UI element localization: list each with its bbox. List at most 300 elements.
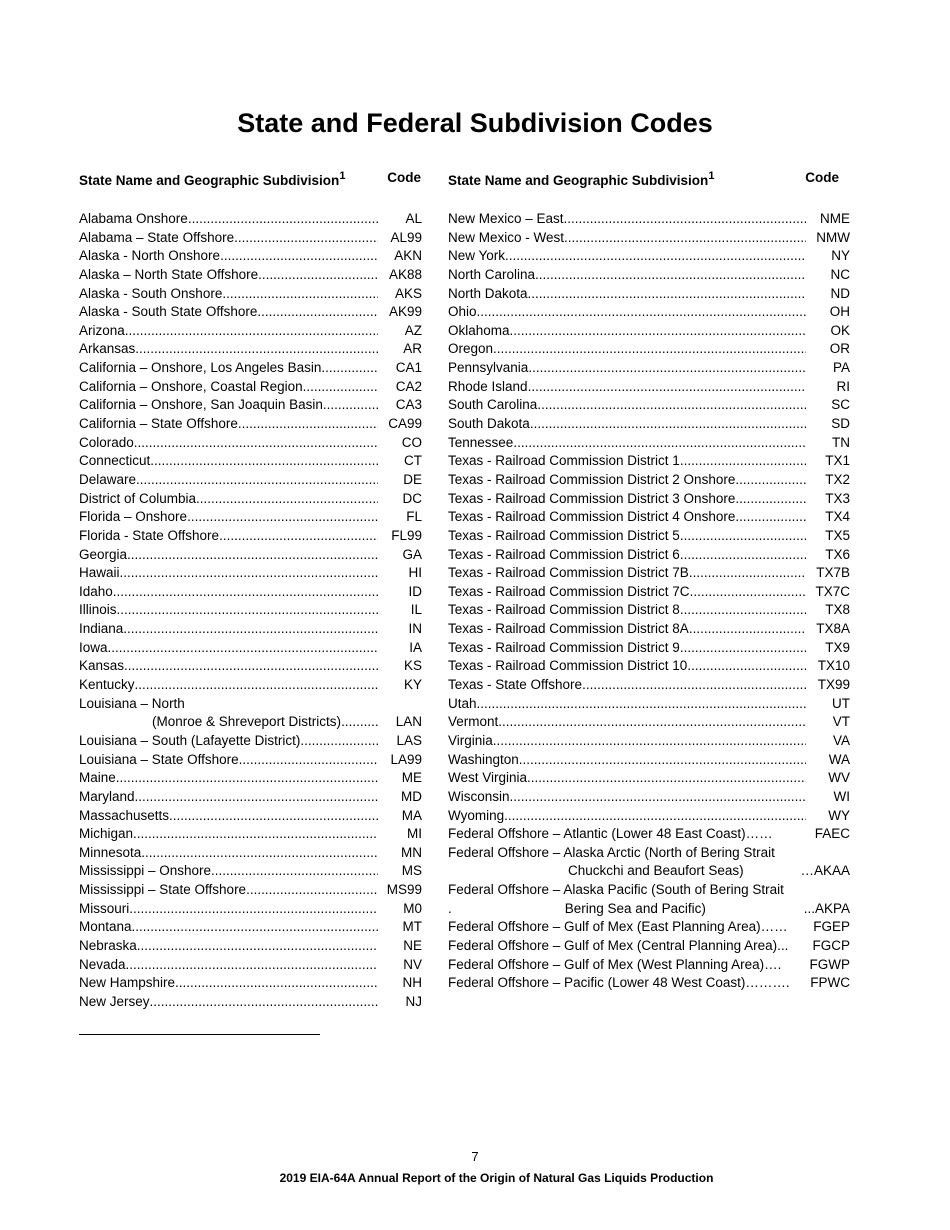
code-row (448, 751, 850, 770)
subdivision-code (382, 695, 422, 714)
footnote-rule (79, 1034, 320, 1035)
subdivision-name: Federal Offshore – Atlantic (Lower 48 East Coast)…… (448, 826, 773, 842)
subdivision-name: Hawaii (79, 565, 120, 581)
subdivision-code: CA99 (388, 416, 422, 432)
subdivision-code: FAEC (814, 826, 850, 842)
right-column-header (448, 166, 850, 188)
code-row (79, 601, 422, 620)
subdivision-name: Federal Offshore – Pacific (Lower 48 West Coast)………. (448, 975, 790, 991)
subdivision-name: District of Columbia (79, 490, 197, 506)
dot-leader (187, 508, 378, 527)
subdivision-name: Utah (448, 695, 477, 711)
dot-leader (504, 807, 806, 826)
subdivision-name: Maryland (79, 788, 135, 804)
subdivision-code: NC (830, 266, 850, 282)
code-row (79, 900, 422, 919)
subdivision-code: PA (832, 360, 850, 376)
subdivision-name: Wyoming (448, 807, 505, 823)
code-row (79, 937, 422, 956)
dot-leader (323, 396, 378, 415)
code-row (79, 229, 422, 248)
code-row (79, 378, 422, 397)
dot-leader (341, 713, 378, 732)
subdivision-name: Montana (79, 919, 132, 935)
subdivision-code: TX9 (825, 639, 850, 655)
subdivision-code: CT (404, 453, 422, 469)
subdivision-name: Kansas (79, 658, 125, 674)
code-row (448, 303, 850, 322)
code-row (448, 452, 850, 471)
subdivision-code: ID (408, 583, 422, 599)
subdivision-code (806, 844, 850, 863)
subdivision-name: Texas - Railroad Commission District 9 (448, 639, 680, 655)
subdivision-name: Georgia (79, 546, 128, 562)
dot-leader (790, 974, 806, 993)
code-row (448, 657, 850, 676)
code-row (448, 285, 850, 304)
subdivision-name: Federal Offshore – Gulf of Mex (West Planning Area)…. (448, 956, 782, 972)
dot-leader (528, 378, 806, 397)
subdivision-code: TX5 (825, 527, 850, 543)
subdivision-code: TX6 (825, 546, 850, 562)
code-row (79, 396, 422, 415)
dot-leader (735, 508, 806, 527)
code-row (79, 415, 422, 434)
dot-leader (477, 695, 806, 714)
subdivision-code: NME (820, 211, 850, 226)
subdivision-code: OR (829, 341, 850, 357)
subdivision-name: Oregon (448, 341, 494, 357)
subdivision-name: Oklahoma (448, 322, 510, 338)
subdivision-name: Louisiana – State Offshore (79, 751, 239, 767)
subdivision-code: ...AKPA (803, 900, 850, 916)
subdivision-name: Alaska – North State Offshore (79, 266, 259, 282)
dot-leader (133, 825, 378, 844)
subdivision-code: TX10 (817, 658, 850, 674)
left-column-header (79, 166, 422, 188)
subdivision-name: (Monroe & Shreveport Districts) (152, 714, 342, 730)
dot-leader (498, 713, 806, 732)
subdivision-code: NH (402, 975, 422, 991)
subdivision-code: LA99 (390, 751, 422, 767)
code-row (79, 340, 422, 359)
subdivision-name: South Carolina (448, 397, 538, 413)
code-row (448, 229, 850, 248)
code-row (79, 285, 422, 304)
code-row (79, 993, 422, 1012)
subdivision-code: AK88 (388, 266, 422, 282)
dot-leader (150, 452, 378, 471)
dot-leader (219, 527, 378, 546)
subdivision-code: AL (405, 211, 422, 226)
dot-leader (528, 359, 806, 378)
code-row (79, 862, 422, 881)
dot-leader (519, 751, 806, 770)
code-row (79, 639, 422, 658)
subdivision-name: New Mexico - West (448, 229, 565, 245)
subdivision-name: Texas - Railroad Commission District 10 (448, 658, 688, 674)
subdivision-name: Pennsylvania (448, 360, 529, 376)
subdivision-code: RI (836, 378, 850, 394)
code-row (79, 695, 422, 714)
subdivision-code: MS (401, 863, 422, 879)
subdivision-name: Federal Offshore – Gulf of Mex (East Planning Area)…… (448, 919, 788, 935)
dot-leader (258, 266, 378, 285)
subdivision-code: MN (401, 844, 422, 860)
subdivision-name: Arkansas (79, 341, 136, 357)
subdivision-name: Texas - Railroad Commission District 8A (448, 621, 689, 637)
subdivision-name: California – State Offshore (79, 416, 238, 432)
code-row (448, 639, 850, 658)
subdivision-name: Washington (448, 751, 519, 767)
subdivision-name: Wisconsin (448, 788, 510, 804)
dot-leader (129, 900, 378, 919)
dot-leader (564, 210, 806, 229)
dot-leader (513, 434, 806, 453)
subdivision-code: TX8A (816, 621, 850, 637)
dot-leader (680, 452, 806, 471)
dot-leader (239, 751, 378, 770)
dot-leader (582, 676, 806, 695)
dot-leader (687, 657, 806, 676)
dot-leader (127, 546, 378, 565)
subdivision-code: MD (401, 788, 422, 804)
report-footer: 2019 EIA-64A Annual Report of the Origin of Natural Gas Liquids Production (279, 1171, 714, 1185)
code-row (79, 956, 422, 975)
code-row (448, 695, 850, 714)
subdivision-name: Alaska - South Onshore (79, 285, 223, 301)
subdivision-name: Florida - State Offshore (79, 527, 220, 543)
subdivision-code: MS99 (386, 882, 422, 898)
dot-leader (690, 583, 806, 602)
left-column (79, 166, 422, 1012)
code-row (79, 210, 422, 229)
subdivision-name: Texas - Railroad Commission District 5 (448, 527, 680, 543)
subdivision-name: Indiana (79, 621, 124, 637)
subdivision-code: TX99 (817, 677, 850, 693)
subdivision-code: LAS (396, 732, 422, 748)
dot-leader (744, 862, 801, 881)
dot-leader (211, 862, 378, 881)
subdivision-name: Texas - Railroad Commission District 7B (448, 565, 689, 581)
subdivision-code: FGEP (813, 919, 850, 935)
subdivision-code: AKS (394, 285, 422, 301)
dot-leader (784, 881, 806, 900)
name-header-label: State Name and Geographic Subdivision (79, 173, 340, 188)
code-row (448, 359, 850, 378)
subdivision-name: California – Onshore, Coastal Region (79, 378, 303, 394)
subdivision-code: …AKAA (800, 863, 850, 879)
subdivision-name: California – Onshore, Los Angeles Basin (79, 360, 322, 376)
subdivision-name: Texas - Railroad Commission District 7C (448, 583, 690, 599)
dot-leader (132, 918, 378, 937)
subdivision-code: OH (829, 304, 850, 320)
subdivision-code: ND (830, 285, 850, 301)
dot-leader (680, 546, 806, 565)
subdivision-name: Nebraska (79, 937, 137, 953)
dot-leader (134, 434, 378, 453)
subdivision-name: Alaska - North Onshore (79, 248, 221, 264)
dot-leader (175, 974, 378, 993)
code-row (79, 322, 422, 341)
subdivision-name: New Hampshire (79, 975, 176, 991)
subdivision-code: IL (410, 602, 422, 618)
dot-leader (234, 229, 378, 248)
dot-leader (116, 769, 378, 788)
subdivision-code: FGCP (812, 937, 850, 953)
code-row (448, 340, 850, 359)
dot-leader (196, 490, 378, 509)
dot-leader (788, 918, 806, 937)
code-row (448, 471, 850, 490)
code-row (79, 788, 422, 807)
subdivision-code: NY (831, 248, 850, 264)
dot-leader (680, 639, 806, 658)
dot-leader (169, 807, 378, 826)
dot-leader (773, 825, 806, 844)
subdivision-name: Connecticut (79, 453, 151, 469)
subdivision-code: FGWP (809, 956, 850, 972)
subdivision-code: OK (830, 322, 850, 338)
dot-leader (505, 247, 806, 266)
code-row (448, 266, 850, 285)
dot-leader (125, 322, 378, 341)
subdivision-name: Arizona (79, 322, 125, 338)
subdivision-code: TX4 (825, 509, 850, 525)
subdivision-code: MI (407, 826, 422, 842)
code-row (79, 471, 422, 490)
subdivision-code: TX1 (825, 453, 850, 469)
subdivision-code: AZ (404, 322, 422, 338)
code-row (448, 322, 850, 341)
subdivision-code: VT (832, 714, 850, 730)
dot-leader (493, 340, 806, 359)
subdivision-name: Texas - Railroad Commission District 4 Onshore (448, 509, 736, 525)
subdivision-code: AKN (394, 248, 422, 264)
code-row (448, 918, 850, 937)
code-row (448, 508, 850, 527)
dot-leader (123, 620, 378, 639)
code-row (79, 452, 422, 471)
dot-leader (300, 732, 378, 751)
code-row (79, 732, 422, 751)
subdivision-code: TN (832, 434, 850, 450)
subdivision-name: Texas - Railroad Commission District 8 (448, 602, 680, 618)
footnote-mark: 1 (339, 170, 346, 182)
dot-leader (735, 490, 806, 509)
subdivision-name: New Jersey (79, 993, 150, 1009)
code-row (79, 751, 422, 770)
dot-leader (113, 583, 378, 602)
code-row (448, 807, 850, 826)
subdivision-code: FL (406, 509, 422, 525)
subdivision-code: DE (403, 471, 422, 487)
code-row (79, 807, 422, 826)
dot-leader (108, 639, 378, 658)
code-row (448, 844, 850, 863)
footnote-mark: 1 (708, 170, 715, 182)
code-row (79, 881, 422, 900)
subdivision-code: FL99 (391, 527, 422, 543)
subdivision-name: North Dakota (448, 285, 528, 301)
code-row (79, 546, 422, 565)
subdivision-name: Louisiana – North (79, 695, 185, 711)
subdivision-code: SC (831, 397, 850, 413)
code-row (448, 620, 850, 639)
subdivision-code: WV (828, 770, 850, 786)
subdivision-name: Alabama – State Offshore (79, 229, 235, 245)
dot-leader (117, 601, 378, 620)
dot-leader (535, 266, 806, 285)
subdivision-name: West Virginia (448, 770, 528, 786)
dot-leader (527, 769, 806, 788)
subdivision-code: AL99 (390, 229, 422, 245)
subdivision-name: Rhode Island (448, 378, 528, 394)
dot-leader (126, 956, 378, 975)
subdivision-code: MT (402, 919, 422, 935)
dot-leader (185, 695, 378, 714)
subdivision-code: TX8 (825, 602, 850, 618)
code-row (79, 303, 422, 322)
subdivision-name: Texas - Railroad Commission District 6 (448, 546, 680, 562)
subdivision-name: Kentucky (79, 677, 135, 693)
code-row (448, 546, 850, 565)
subdivision-code: WI (833, 788, 850, 804)
dot-leader (680, 527, 806, 546)
subdivision-name: Ohio (448, 304, 477, 320)
subdivision-code: FPWC (810, 975, 850, 991)
code-row (79, 676, 422, 695)
code-row (448, 788, 850, 807)
dot-leader (137, 937, 378, 956)
name-header (448, 170, 714, 188)
dot-leader (124, 657, 378, 676)
subdivision-name: Tennessee (448, 434, 514, 450)
code-row (448, 415, 850, 434)
dot-leader (135, 340, 378, 359)
subdivision-code: KS (403, 658, 422, 674)
code-row (79, 583, 422, 602)
name-header (79, 170, 345, 188)
right-column (448, 166, 850, 993)
subdivision-name: Massachusetts (79, 807, 170, 823)
code-row (448, 769, 850, 788)
dot-leader (735, 471, 806, 490)
subdivision-name: Minnesota (79, 844, 142, 860)
subdivision-name: Texas - Railroad Commission District 2 Onshore (448, 471, 736, 487)
code-row (448, 881, 850, 900)
subdivision-name: Delaware (79, 471, 137, 487)
subdivision-name: Texas - State Offshore (448, 677, 583, 693)
code-header: Code (387, 170, 421, 185)
dot-leader (788, 937, 806, 956)
subdivision-name: Florida – Onshore (79, 509, 188, 525)
subdivision-code: SD (831, 416, 850, 432)
subdivision-code: IA (409, 639, 422, 655)
code-row (448, 396, 850, 415)
dot-leader (220, 247, 378, 266)
subdivision-code: M0 (403, 900, 422, 916)
code-row (79, 564, 422, 583)
code-row (448, 378, 850, 397)
code-row (79, 266, 422, 285)
code-row (448, 564, 850, 583)
code-row (448, 247, 850, 266)
code-row (79, 713, 422, 732)
dot-leader (530, 415, 806, 434)
subdivision-code: IN (408, 621, 422, 637)
subdivision-code: DC (402, 490, 422, 506)
page-number: 7 (471, 1149, 479, 1164)
code-row (79, 508, 422, 527)
code-row (448, 583, 850, 602)
subdivision-name: Vermont (448, 714, 499, 730)
subdivision-code: KY (403, 677, 422, 693)
subdivision-code: AK99 (388, 304, 422, 320)
code-row (448, 210, 850, 229)
code-row (79, 918, 422, 937)
right-code-list (448, 210, 850, 993)
subdivision-name: Louisiana – South (Lafayette District) (79, 732, 301, 748)
subdivision-name: New Mexico – East (448, 211, 564, 226)
subdivision-name: Chuckchi and Beaufort Seas) (568, 863, 744, 879)
dot-leader (257, 303, 378, 322)
dot-leader (303, 378, 378, 397)
code-row (448, 956, 850, 975)
dot-leader (493, 732, 806, 751)
code-row (448, 732, 850, 751)
subdivision-code: TX3 (825, 490, 850, 506)
dot-leader (510, 788, 806, 807)
dot-leader (136, 471, 378, 490)
subdivision-name: Texas - Railroad Commission District 1 (448, 453, 680, 469)
dot-leader (222, 285, 378, 304)
subdivision-code: CA2 (395, 378, 422, 394)
dot-leader (689, 620, 806, 639)
code-row (448, 974, 850, 993)
subdivision-code: NMW (816, 229, 850, 245)
code-row (79, 974, 422, 993)
subdivision-name: Colorado (79, 434, 134, 450)
code-row (79, 359, 422, 378)
dot-leader (689, 564, 806, 583)
subdivision-code: UT (832, 695, 850, 711)
subdivision-name: California – Onshore, San Joaquin Basin (79, 397, 323, 413)
subdivision-code: HI (408, 565, 422, 581)
subdivision-code: NE (403, 937, 422, 953)
code-row (448, 527, 850, 546)
dot-leader (537, 396, 806, 415)
subdivision-name: North Carolina (448, 266, 536, 282)
dot-leader (135, 788, 378, 807)
subdivision-code: GA (402, 546, 422, 562)
dot-leader (477, 303, 806, 322)
subdivision-code: NJ (405, 993, 422, 1009)
dot-leader (188, 210, 378, 229)
subdivision-code: NV (403, 956, 422, 972)
subdivision-name: Nevada (79, 956, 126, 972)
dot-leader (120, 564, 378, 583)
subdivision-name: Alabama Onshore (79, 211, 188, 226)
dot-leader (528, 285, 806, 304)
subdivision-code: CA3 (395, 397, 422, 413)
code-row (448, 937, 850, 956)
subdivision-name-continued: Bering Sea and Pacific) (564, 900, 706, 916)
name-header-label: State Name and Geographic Subdivision (448, 173, 709, 188)
subdivision-name: New York (448, 248, 506, 264)
subdivision-code: VA (832, 732, 850, 748)
dot-leader (141, 844, 378, 863)
